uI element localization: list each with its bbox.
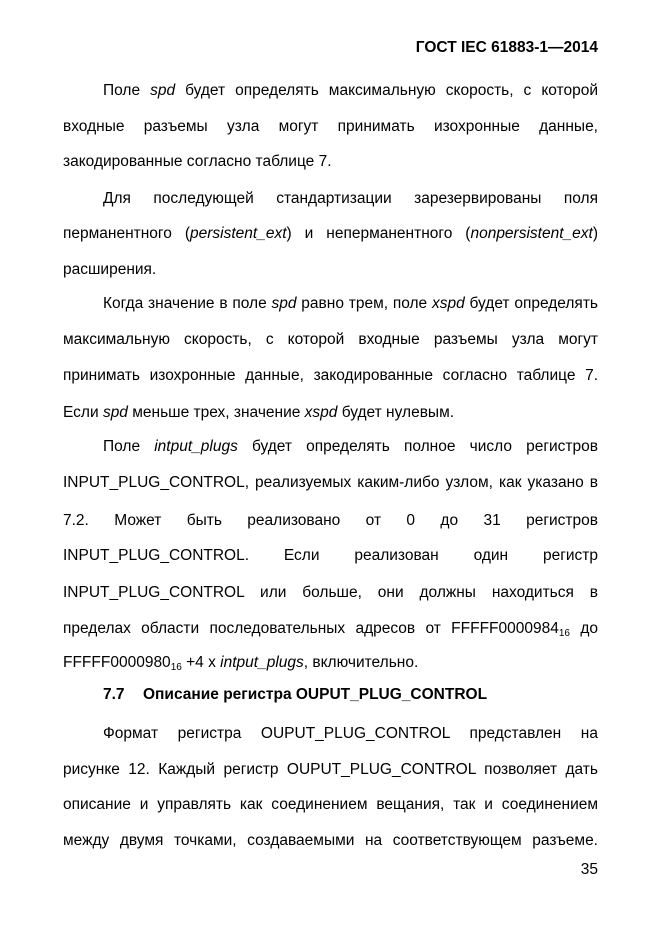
text-run: Поле bbox=[103, 82, 151, 99]
text-line bbox=[63, 403, 598, 423]
document-header: ГОСТ IEC 61883-1—2014 bbox=[415, 39, 598, 56]
text-run: будет определять полное число регистров bbox=[237, 438, 598, 455]
section-number: 7.7 bbox=[103, 686, 125, 703]
text-run: INPUT_PLUG_CONTROL. Если реализован один регистр bbox=[63, 547, 598, 564]
text-run: +4 x bbox=[181, 654, 221, 671]
text-run: принимать изохронные данные, закодированные согласно таблице 7. bbox=[63, 367, 598, 384]
text-run: FFFFF0000980 bbox=[63, 654, 171, 671]
text-run: INPUT_PLUG_CONTROL или больше, они должны находиться в bbox=[63, 584, 598, 601]
text-run: расширения. bbox=[63, 261, 157, 278]
text-run: , включительно. bbox=[303, 654, 419, 671]
text-run: Если bbox=[63, 404, 103, 421]
text-run: Формат регистра OUPUT_PLUG_CONTROL представлен на bbox=[103, 725, 598, 742]
text-line bbox=[103, 437, 598, 457]
field-name: spd bbox=[102, 404, 128, 421]
text-line bbox=[63, 473, 598, 493]
text-run: будет определять максимальную скорость, с которой bbox=[175, 82, 598, 99]
field-name: xspd bbox=[431, 295, 465, 312]
section-title: Описание регистра OUPUT_PLUG_CONTROL bbox=[143, 686, 488, 703]
text-run: входные разъемы узла могут принимать изохронные данные, bbox=[63, 118, 598, 135]
text-run: рисунке 12. Каждый регистр OUPUT_PLUG_CONTROL позволяет дать bbox=[63, 761, 598, 778]
text-run: до bbox=[570, 620, 598, 637]
text-run: Поле bbox=[103, 438, 155, 455]
text-line bbox=[63, 583, 598, 603]
text-line bbox=[63, 619, 598, 639]
field-name: intput_plugs bbox=[220, 654, 304, 671]
text-run: меньше трех, значение bbox=[127, 404, 305, 421]
page-number: 35 bbox=[580, 861, 598, 878]
text-run: ) bbox=[592, 225, 598, 242]
text-line bbox=[63, 366, 598, 386]
text-run: максимальную скорость, с которой входные разъемы узла могут bbox=[63, 331, 598, 348]
text-line bbox=[63, 760, 598, 780]
text-run: INPUT_PLUG_CONTROL, реализуемых каким-либо узлом, как указано в bbox=[63, 474, 598, 491]
text-line bbox=[103, 189, 598, 209]
text-line bbox=[103, 724, 598, 744]
text-line bbox=[63, 224, 598, 244]
text-line bbox=[63, 653, 598, 673]
text-run: пределах области последовательных адресов от FFFFF0000984 bbox=[63, 620, 559, 637]
text-run: перманентного ( bbox=[63, 225, 190, 242]
text-run: будет нулевым. bbox=[337, 404, 455, 421]
text-run: равно трем, поле bbox=[296, 295, 432, 312]
text-run: между двумя точками, создаваемыми на соответствующем разъеме. bbox=[63, 832, 598, 849]
text-line bbox=[63, 260, 598, 280]
field-name: spd bbox=[271, 295, 297, 312]
text-run: будет определять bbox=[464, 295, 598, 312]
field-name: nonpersistent_ext bbox=[470, 225, 593, 242]
text-run: описание и управлять как соединением вещания, так и соединением bbox=[63, 796, 598, 813]
field-name: intput_plugs bbox=[154, 438, 238, 455]
field-name: spd bbox=[150, 82, 176, 99]
text-line bbox=[63, 152, 598, 172]
field-name: xspd bbox=[304, 404, 338, 421]
text-run: Для последующей стандартизации зарезервированы поля bbox=[103, 190, 598, 207]
subscript: 16 bbox=[170, 662, 182, 673]
text-line bbox=[63, 831, 598, 851]
section-heading bbox=[103, 686, 487, 704]
text-line bbox=[103, 81, 598, 101]
text-run: Когда значение в поле bbox=[103, 295, 272, 312]
subscript: 16 bbox=[558, 628, 570, 639]
text-run: закодированные согласно таблице 7. bbox=[63, 153, 332, 170]
text-line bbox=[103, 294, 598, 314]
text-line bbox=[63, 330, 598, 350]
text-line bbox=[63, 511, 598, 531]
text-run: ) и неперманентного ( bbox=[286, 225, 471, 242]
text-run: 7.2. Может быть реализовано от 0 до 31 регистров bbox=[63, 512, 598, 529]
field-name: persistent_ext bbox=[190, 225, 287, 242]
text-line bbox=[63, 795, 598, 815]
text-line bbox=[63, 546, 598, 566]
text-line bbox=[63, 117, 598, 137]
